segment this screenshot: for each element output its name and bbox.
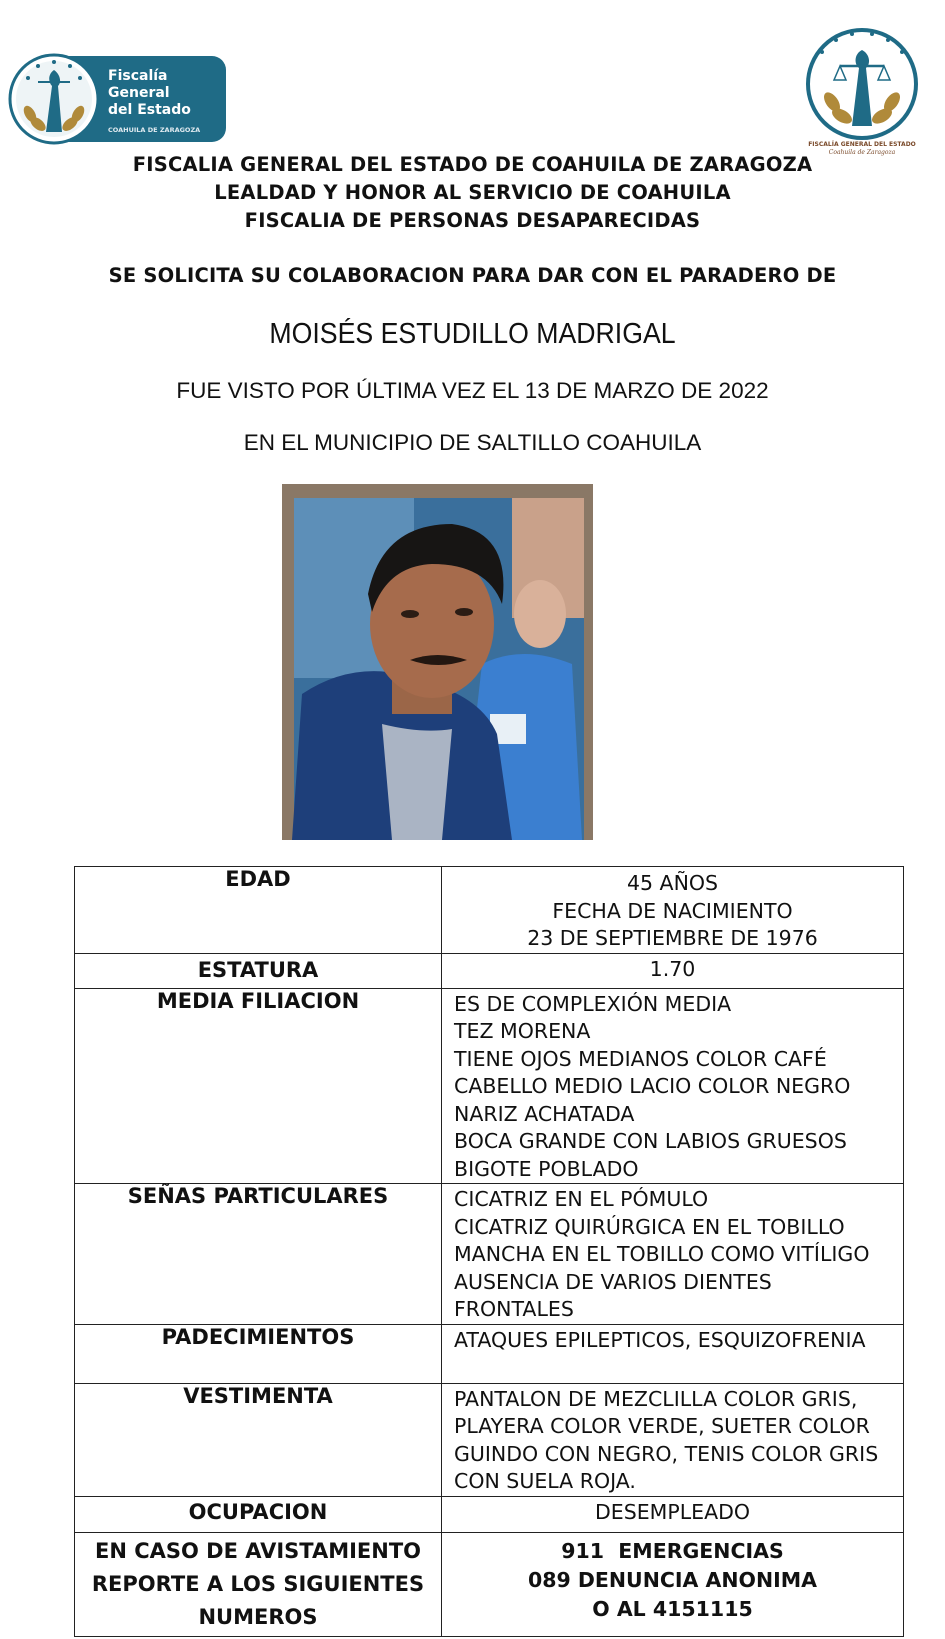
fiscalia-logo-left [8, 52, 230, 148]
contact-label [75, 1532, 442, 1636]
height-number: 1.70 [649, 956, 696, 981]
contact-label-line: EN CASO DE AVISTAMIENTO [94, 1538, 422, 1563]
age-years: 45 AÑOS [626, 871, 719, 895]
table-row-age [75, 867, 904, 954]
marks-line: MANCHA EN EL TOBILLO COMO VITÍLIGO [454, 1242, 870, 1266]
description-line: CABELLO MEDIO LACIO COLOR NEGRO [454, 1074, 851, 1098]
direct-phone-number: O AL 4151115 [592, 1596, 753, 1621]
occupation-label: OCUPACION [75, 1496, 442, 1532]
contact-label-line: REPORTE A LOS SIGUIENTES [91, 1571, 425, 1596]
last-seen-municipality: EN EL MUNICIPIO DE SALTILLO COAHUILA [243, 430, 702, 455]
height-value [442, 953, 904, 988]
description-line: BOCA GRANDE CON LABIOS GRUESOS [454, 1129, 847, 1153]
table-row-height [75, 953, 904, 988]
missing-person-name: MOISÉS ESTUDILLO MADRIGAL [269, 318, 676, 350]
marks-line: CICATRIZ QUIRÚRGICA EN EL TOBILLO [454, 1214, 845, 1239]
last-seen-date: FUE VISTO POR ÚLTIMA VEZ EL 13 DE MARZO DE 2022 [176, 378, 769, 403]
description-line: TEZ MORENA [454, 1019, 591, 1043]
conditions-label: PADECIMIENTOS [75, 1324, 442, 1383]
clothing-line: GUINDO CON NEGRO, TENIS COLOR GRIS [454, 1441, 879, 1466]
logo-left-line3: del Estado [108, 102, 191, 118]
description-line: BIGOTE POBLADO [454, 1156, 639, 1181]
fiscalia-logo-right [792, 28, 932, 156]
contact-label-line: NUMEROS [198, 1604, 318, 1629]
occupation-value [442, 1496, 904, 1532]
clothing-value [442, 1383, 904, 1496]
logo-left-line4: COAHUILA DE ZARAGOZA [108, 126, 201, 134]
marks-line: CICATRIZ EN EL PÓMULO [454, 1187, 709, 1211]
clothing-line: PLAYERA COLOR VERDE, SUETER COLOR [454, 1414, 870, 1438]
clothing-line: PANTALON DE MEZCLILLA COLOR GRIS, [454, 1386, 858, 1411]
occupation-text: DESEMPLEADO [594, 1499, 751, 1524]
table-row-clothing [75, 1383, 904, 1496]
logo-left-line1: Fiscalía [108, 68, 168, 84]
description-line: NARIZ ACHATADA [454, 1101, 635, 1126]
emergency-number: 911 EMERGENCIAS [561, 1538, 784, 1563]
logo-left-line2: General [108, 85, 170, 101]
age-value [442, 867, 904, 954]
header-agency: FISCALIA GENERAL DEL ESTADO DE COAHUILA DE ZARAGOZA [132, 153, 813, 176]
birth-date-label: FECHA DE NACIMIENTO [552, 898, 793, 923]
age-label: EDAD [75, 867, 442, 954]
logo-right-line1: FISCALÍA GENERAL DEL ESTADO [808, 141, 916, 148]
header-motto: LEALDAD Y HONOR AL SERVICIO DE COAHUILA [214, 181, 731, 204]
table-row-occupation [75, 1496, 904, 1532]
description-value [442, 988, 904, 1184]
missing-person-photo [282, 484, 593, 840]
marks-line: AUSENCIA DE VARIOS DIENTES [454, 1269, 772, 1294]
height-label: ESTATURA [75, 953, 442, 988]
description-line: ES DE COMPLEXIÓN MEDIA [454, 991, 732, 1016]
table-row-distinguishing-marks [75, 1184, 904, 1325]
person-details-table [74, 866, 904, 1637]
table-row-description [75, 988, 904, 1184]
distinguishing-marks-label: SEÑAS PARTICULARES [75, 1184, 442, 1325]
table-row-contact [75, 1532, 904, 1636]
conditions-value [442, 1324, 904, 1383]
description-line: TIENE OJOS MEDIANOS COLOR CAFÉ [454, 1046, 827, 1071]
header-request: SE SOLICITA SU COLABORACION PARA DAR CON EL PARADERO DE [108, 264, 837, 287]
header-department: FISCALIA DE PERSONAS DESAPARECIDAS [244, 209, 701, 232]
distinguishing-marks-value [442, 1184, 904, 1325]
clothing-label: VESTIMENTA [75, 1383, 442, 1496]
table-row-conditions [75, 1324, 904, 1383]
description-label: MEDIA FILIACION [75, 988, 442, 1184]
clothing-line: CON SUELA ROJA. [454, 1469, 636, 1493]
birth-date: 23 DE SEPTIEMBRE DE 1976 [527, 926, 818, 950]
contact-numbers [442, 1532, 904, 1636]
marks-line: FRONTALES [454, 1297, 574, 1321]
logo-right-line2: Coahuila de Zaragoza [828, 149, 896, 156]
conditions-line: ATAQUES EPILEPTICOS, ESQUIZOFRENIA [454, 1327, 866, 1352]
anonymous-report-number: 089 DENUNCIA ANONIMA [527, 1567, 818, 1592]
